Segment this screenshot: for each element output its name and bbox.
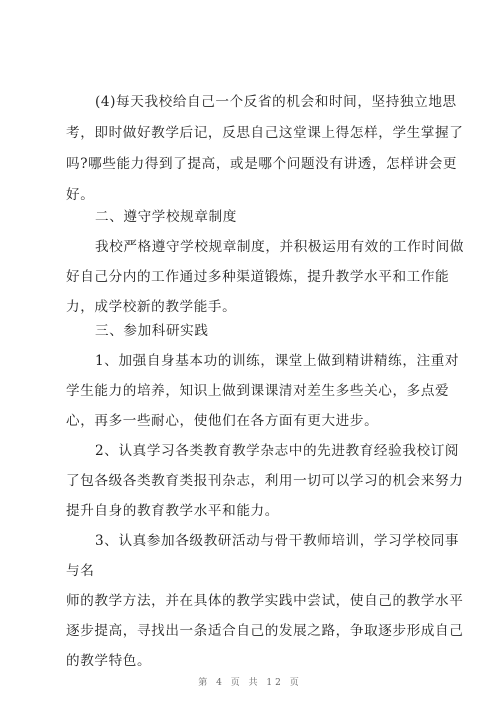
paragraph-line: 好自己分内的工作通过多种渠道锻炼，提升教学水平和工作能: [66, 269, 450, 285]
paragraph-line: 与名: [66, 563, 95, 579]
section-heading: 三、参加科研实践: [95, 323, 209, 339]
paragraph-line: 考，即时做好教学后记，反思自己这堂课上得怎样，学生掌握了: [66, 125, 464, 141]
paragraph-line: 逐步提高，寻找出一条适合自己的发展之路，争取逐步形成自己: [66, 623, 464, 639]
paragraph-line: 我校严格遵守学校规章制度，并积极运用有效的工作时间做: [95, 239, 465, 255]
paragraph-line: 2、认真学习各类教育教学杂志中的先进教育经验我校订阅: [95, 443, 460, 459]
page-number-footer: 第 4 页 共 12 页: [198, 678, 302, 688]
paragraph-line: 学生能力的培养，知识上做到课课清对差生多些关心，多点爱: [66, 383, 450, 399]
paragraph-line: 力，成学校新的教学能手。: [66, 299, 237, 315]
paragraph-line: 的教学特色。: [66, 653, 152, 669]
paragraph-line: 1、加强自身基本功的训练，课堂上做到精讲精练，注重对: [95, 353, 460, 369]
paragraph-line: (4)每天我校给自己一个反省的机会和时间，坚持独立地思: [95, 94, 457, 110]
paragraph-line: 吗?哪些能力得到了提高，或是哪个问题没有讲透，怎样讲会更: [66, 156, 458, 172]
paragraph-line: 师的教学方法，并在具体的教学实践中尝试，使自己的教学水平: [66, 593, 464, 609]
paragraph-line: 提升自身的教育教学水平和能力。: [66, 503, 279, 519]
paragraph-line: 3、认真参加各级教研活动与骨干教师培训，学习学校同事: [95, 533, 460, 549]
paragraph-line: 心，再多一些耐心，使他们在各方面有更大进步。: [66, 413, 379, 429]
section-heading: 二、遵守学校规章制度: [95, 209, 237, 225]
paragraph-line: 了包各级各类教育类报刊杂志，利用一切可以学习的机会来努力: [66, 473, 464, 489]
paragraph-line: 好。: [66, 187, 95, 203]
